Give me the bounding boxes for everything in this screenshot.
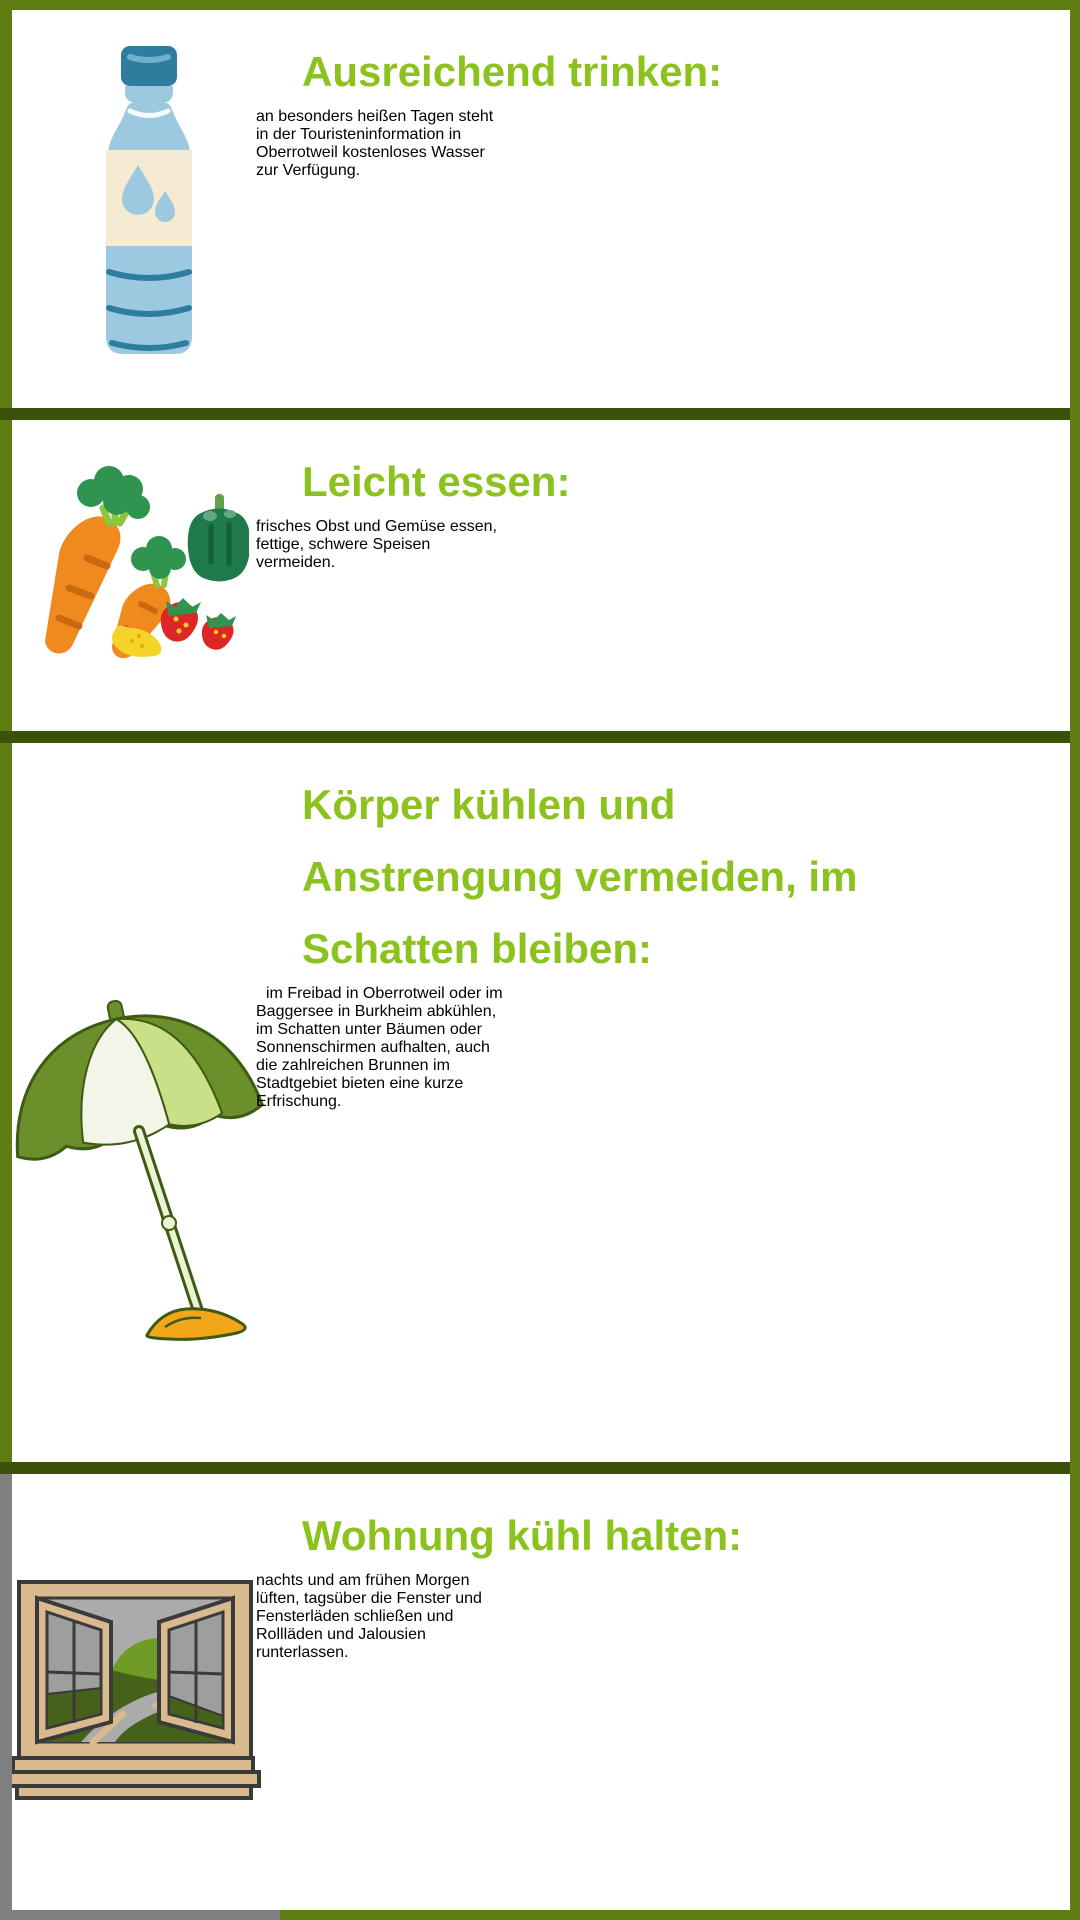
heading-line: Wohnung kühl halten: [302, 1512, 743, 1559]
body-line: im Freibad in Oberrotweil oder im [266, 985, 503, 1002]
tip-heading [302, 446, 1060, 518]
fruit-and-vegetables-icon [12, 420, 256, 731]
section-divider [0, 408, 1080, 420]
frame-left-border [0, 743, 12, 1462]
body-line: Sonnenschirmen aufhalten, auch [256, 1039, 490, 1056]
frame-right-border [1070, 0, 1080, 1920]
body-line: in der Touristeninformation in [256, 126, 462, 143]
water-bottle-icon [12, 10, 256, 408]
body-line: runterlassen. [256, 1644, 349, 1661]
body-line: zur Verfügung. [256, 162, 361, 179]
body-line: lüften, tagsüber die Fenster und [256, 1590, 482, 1607]
open-window-icon [12, 1474, 256, 1910]
tip-section-keep-home-cool [0, 1474, 1080, 1910]
heading-line: Körper kühlen und [302, 781, 676, 828]
tip-heading [302, 1500, 1060, 1572]
heading-line: Leicht essen: [302, 458, 571, 505]
tip-section-drink-enough [0, 10, 1080, 408]
tip-heading [302, 36, 1060, 108]
frame-left-border [0, 420, 12, 731]
heading-line: Schatten bleiben: [302, 925, 653, 972]
frame-bottom-border-gray [0, 1910, 280, 1920]
body-line: Stadtgebiet bieten eine kurze [256, 1075, 464, 1092]
section-divider [0, 1462, 1080, 1474]
body-line: Oberrotweil kostenloses Wasser [256, 144, 485, 161]
frame-bottom-border [280, 1910, 1080, 1920]
body-line: Erfrischung. [256, 1093, 342, 1110]
frame-top-border [0, 0, 1080, 10]
body-line: im Schatten unter Bäumen oder [256, 1021, 482, 1038]
body-line: Fensterläden schließen und [256, 1608, 454, 1625]
tip-heading [302, 769, 1060, 985]
tip-section-stay-cool [0, 743, 1080, 1462]
body-line: an besonders heißen Tagen steht [256, 108, 494, 125]
body-line: die zahlreichen Brunnen im [256, 1057, 450, 1074]
body-line: nachts und am frühen Morgen [256, 1572, 470, 1589]
heading-line: Ausreichend trinken: [302, 48, 723, 95]
parasol-icon [12, 743, 256, 1462]
heading-line: Anstrengung vermeiden, im [302, 853, 858, 900]
body-line: vermeiden. [256, 554, 336, 571]
body-line: frisches Obst und Gemüse essen, [256, 518, 497, 535]
tip-section-eat-light [0, 420, 1080, 731]
body-line: Baggersee in Burkheim abkühlen, [256, 1003, 497, 1020]
frame-left-border [0, 10, 12, 408]
body-line: fettige, schwere Speisen [256, 536, 431, 553]
frame-left-border-gray [0, 1474, 12, 1910]
body-line: Rollläden und Jalousien [256, 1626, 426, 1643]
section-divider [0, 731, 1080, 743]
